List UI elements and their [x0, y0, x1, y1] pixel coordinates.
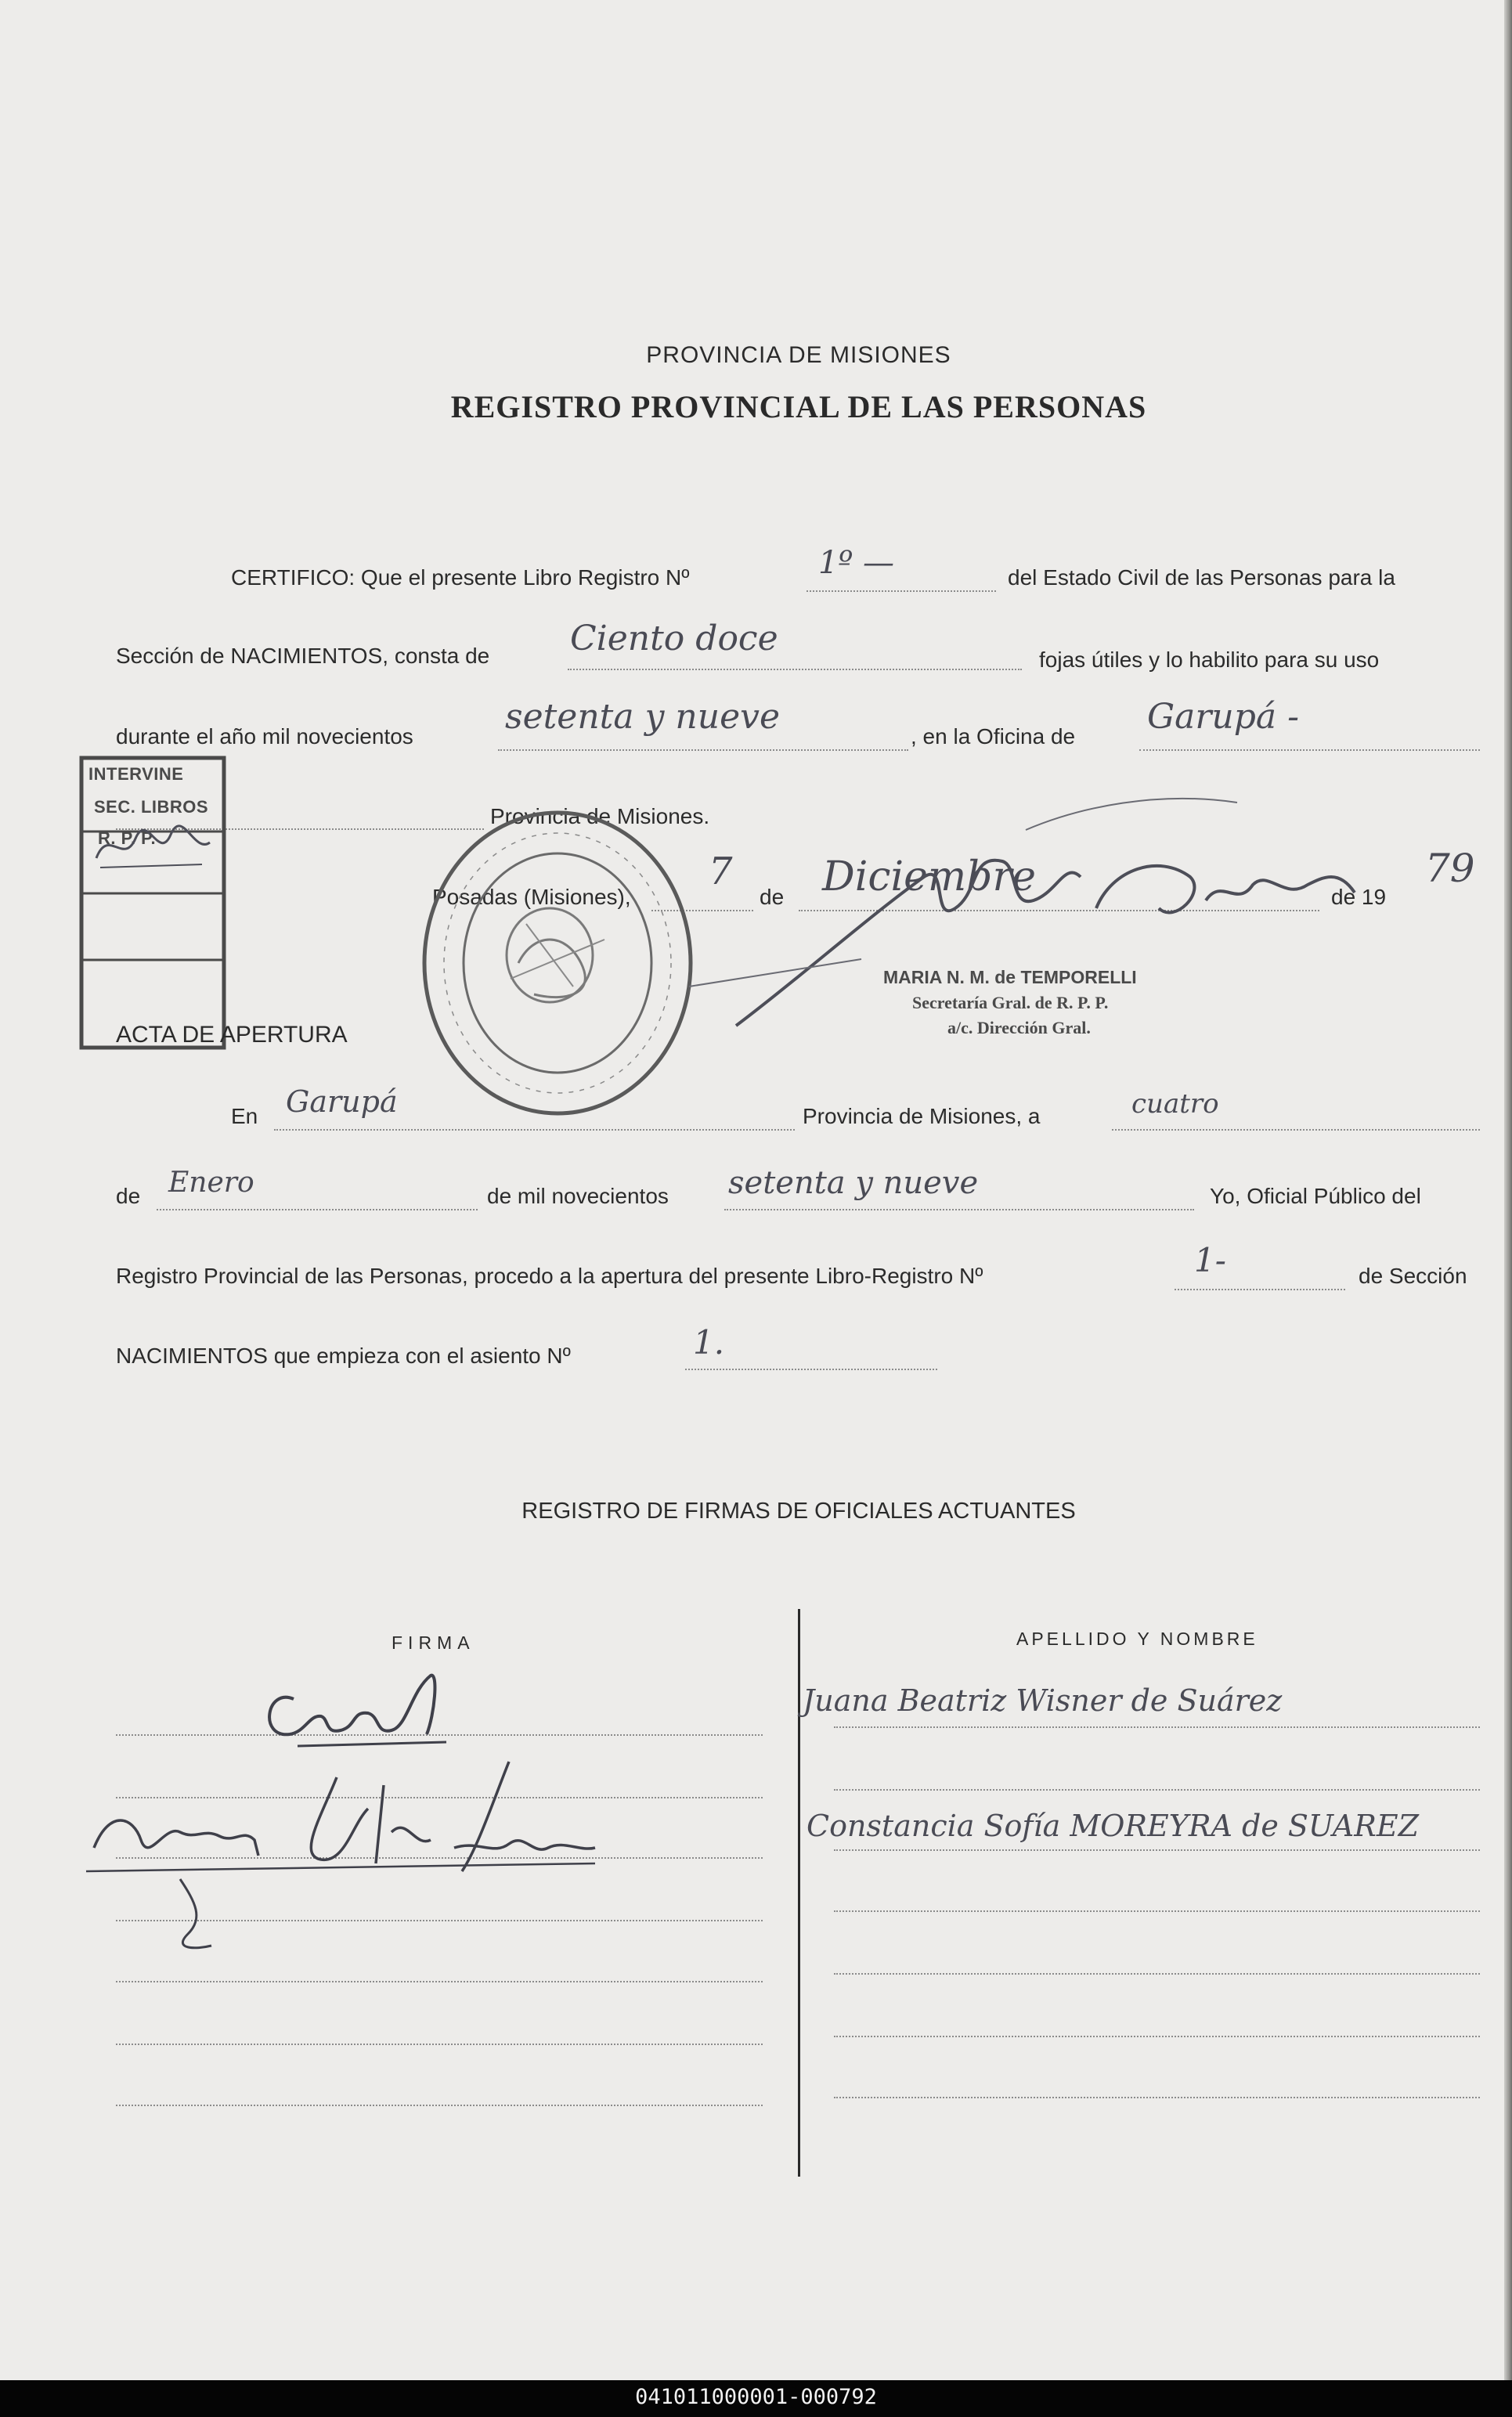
registro-label: Registro Provincial de las Personas, procedo a la apertura del presente Libro-Registro Nº — [116, 1264, 983, 1288]
provincia-label: Provincia de Misiones. — [490, 804, 710, 828]
fojas-label: fojas útiles y lo habilito para su uso — [1039, 648, 1380, 672]
oficina-value: Garupá - — [1147, 697, 1300, 737]
firma-line-6 — [116, 2044, 763, 2045]
acta-title: ACTA DE APERTURA — [116, 1022, 348, 1048]
en-label: En — [231, 1104, 258, 1128]
posadas-label: Posadas (Misiones), — [432, 885, 631, 909]
dia-acta-line — [1112, 1129, 1480, 1131]
stamp-line-2: SEC. LIBROS — [94, 797, 209, 817]
nombre-line-3 — [834, 1849, 1480, 1851]
estado-civil-label: del Estado Civil de las Personas para la — [1008, 565, 1395, 590]
official-seal — [417, 806, 698, 1120]
libro-acta-line — [1175, 1289, 1345, 1290]
official-signature-1 — [251, 1668, 454, 1754]
fojas-value: Ciento doce — [570, 619, 778, 658]
anio-value: setenta y nueve — [505, 697, 781, 737]
secretary-title: Secretaría Gral. de R. P. P. — [912, 993, 1109, 1012]
nombre-line-5 — [834, 1973, 1480, 1975]
dia-value: 7 — [709, 850, 733, 893]
fojas-line — [568, 669, 1022, 670]
firma-line-7 — [116, 2105, 763, 2106]
nombre-column-header: APELLIDO Y NOMBRE — [1016, 1629, 1258, 1649]
oficial-label: Yo, Oficial Público del — [1210, 1184, 1421, 1208]
anio-corto-value: 79 — [1425, 846, 1475, 891]
asiento-value: 1. — [693, 1323, 725, 1362]
nacimientos-label: NACIMIENTOS que empieza con el asiento Nº — [116, 1344, 571, 1368]
anio-line — [498, 749, 908, 751]
libro-acta-value: 1- — [1194, 1241, 1226, 1279]
stamp-initials-mark — [92, 819, 218, 874]
registry-heading: REGISTRO PROVINCIAL DE LAS PERSONAS — [450, 389, 1147, 424]
de-mes-label: de — [116, 1184, 141, 1208]
de-label: de — [760, 885, 785, 909]
footer-band — [0, 2380, 1512, 2417]
nombre-line-4 — [834, 1910, 1480, 1912]
stamp-line-1: INTERVINE — [88, 764, 184, 784]
de-19-label: de 19 — [1331, 885, 1387, 909]
provincia-a-label: Provincia de Misiones, a — [803, 1104, 1041, 1128]
firmas-title: REGISTRO DE FIRMAS DE OFICIALES ACTUANTES — [521, 1499, 1076, 1524]
nombre-line-6 — [834, 2036, 1480, 2037]
document-id: 041011000001-000792 — [635, 2385, 877, 2409]
asiento-line — [685, 1369, 937, 1370]
oficina-line — [1139, 749, 1480, 751]
firma-line-5 — [116, 1981, 763, 1982]
secretary-subtitle: a/c. Dirección Gral. — [947, 1018, 1091, 1037]
mil-label: de mil novecientos — [487, 1184, 669, 1208]
stamp-line-3: R. P. P. — [98, 828, 157, 848]
de-seccion-label: de Sección — [1359, 1264, 1467, 1288]
seccion-label: Sección de NACIMIENTOS, consta de — [116, 644, 490, 668]
libro-no-line — [807, 590, 996, 592]
official-name-2: Constancia Sofía MOREYRA de SUAREZ — [807, 1809, 1419, 1843]
mes-acta-line — [157, 1209, 478, 1210]
oficina-label: , en la Oficina de — [911, 724, 1076, 749]
libro-no-value: 1º — — [818, 545, 894, 581]
mes-value: Diciembre — [822, 853, 1037, 900]
firma-column-header: FIRMA — [392, 1632, 475, 1653]
anio-acta-value: setenta y nueve — [728, 1165, 979, 1201]
official-signature-2 — [86, 1754, 611, 1957]
nombre-line-7 — [834, 2097, 1480, 2098]
nombre-line-1 — [834, 1726, 1480, 1728]
secretary-name: MARIA N. M. de TEMPORELLI — [883, 967, 1137, 987]
lugar-value: Garupá — [286, 1084, 398, 1119]
lugar-line — [274, 1129, 795, 1131]
anio-acta-line — [724, 1209, 1194, 1210]
official-name-1: Juana Beatriz Wisner de Suárez — [803, 1683, 1283, 1718]
province-heading: PROVINCIA DE MISIONES — [646, 342, 951, 368]
mes-acta-value: Enero — [168, 1167, 254, 1199]
column-divider — [798, 1609, 800, 2177]
certifico-label: CERTIFICO: Que el presente Libro Registro Nº — [231, 565, 690, 590]
nombre-line-2 — [834, 1789, 1480, 1791]
dia-acta-value: cuatro — [1131, 1088, 1219, 1120]
durante-label: durante el año mil novecientos — [116, 724, 413, 749]
